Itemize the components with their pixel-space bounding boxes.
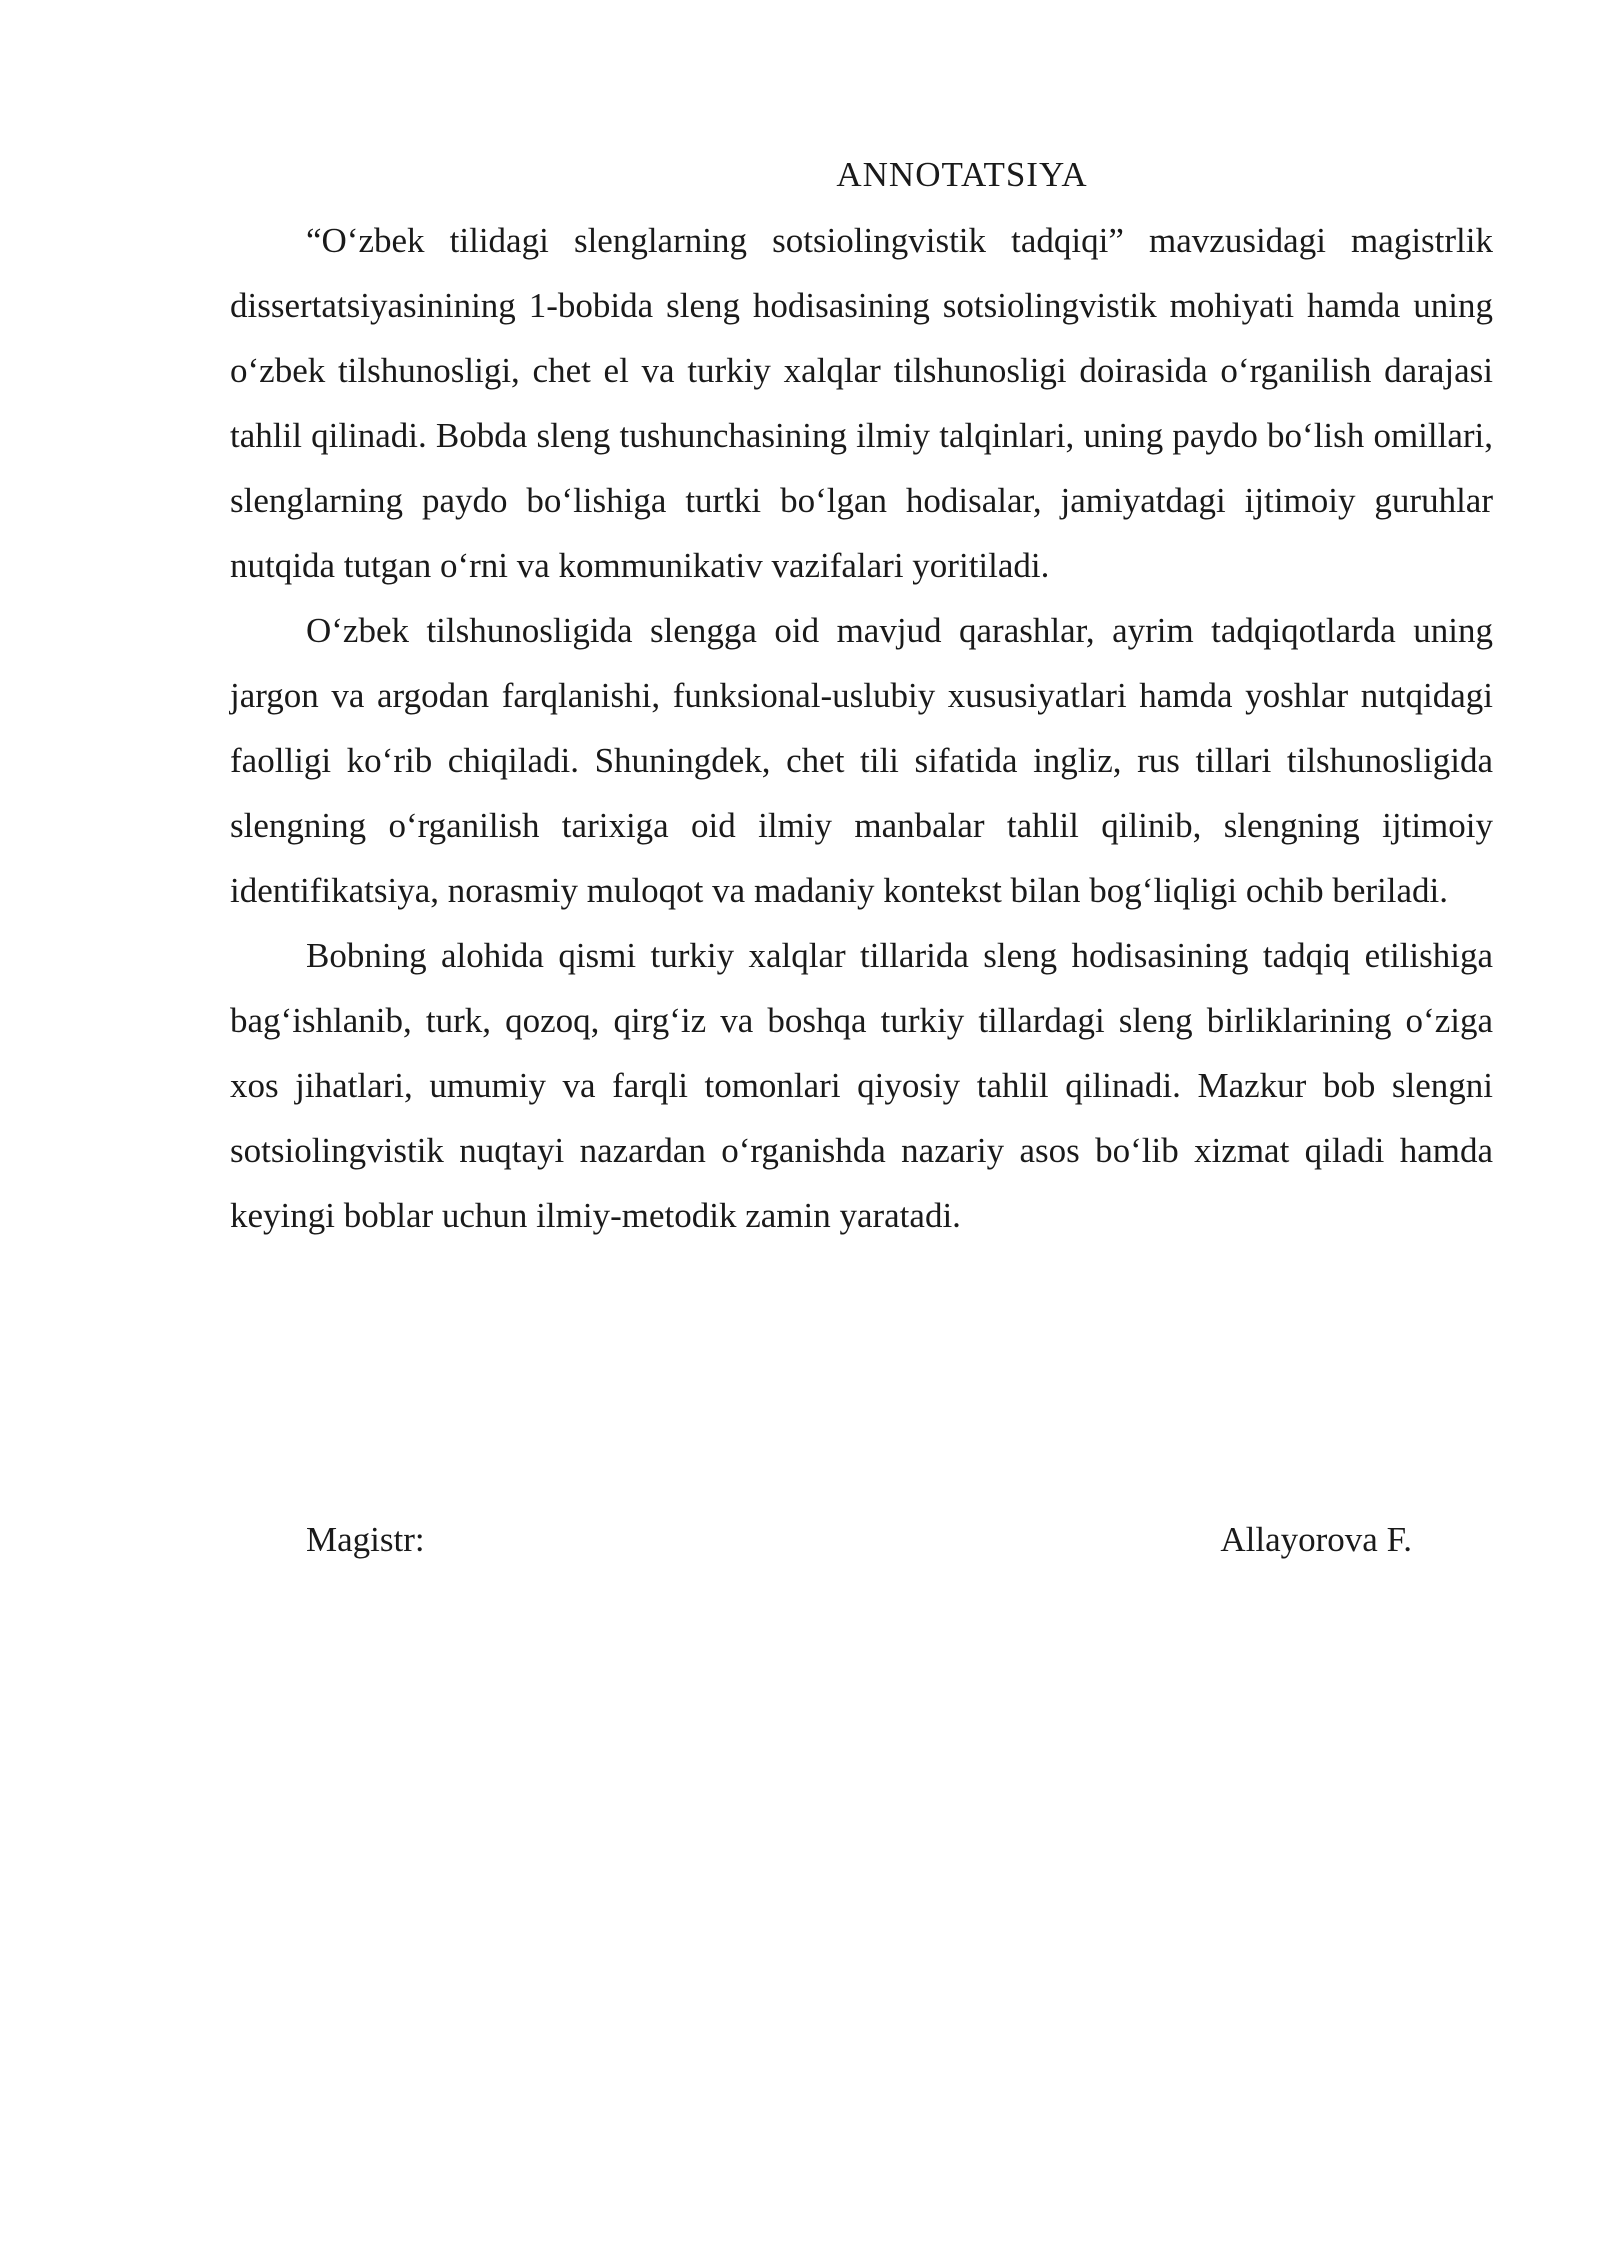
signature-role: Magistr: [306, 1520, 425, 1559]
paragraph-topic-overview: “O‘zbek tilidagi slenglarning sotsiolingvistik tadqiqi” mavzusidagi magistrlik dissertatsiyasinining 1-bobida sleng hodisasining sotsiolingvistik mohiyati hamda uning o‘zbek tilshunosligi, chet el va turkiy xalqlar tilshunosligi doirasida o‘rganilish darajasi tahlil qilinadi. Bobda sleng tushunchasining ilmiy talqinlari, uning paydo bo‘lish omillari, slenglarning paydo bo‘lishiga turtki bo‘lgan hodisalar, jamiyatdagi ijtimoiy guruhlar nutqida tutgan o‘rni va kommunikativ vazifalari yoritiladi. [230, 221, 1493, 585]
document-title: ANNOTATSIYA [836, 155, 1088, 194]
annotation-body [230, 208, 1493, 1248]
paragraph-uzbek-linguistics: O‘zbek tilshunosligida slengga oid mavjud qarashlar, ayrim tadqiqotlarda uning jargon va argodan farqlanishi, funksional-uslubiy xususiyatlari hamda yoshlar nutqidagi faolligi ko‘rib chiqiladi. Shuningdek, chet tili sifatida ingliz, rus tillari tilshunosligida slengning o‘rganilish tarixiga oid ilmiy manbalar tahlil qilinib, slengning ijtimoiy identifikatsiya, norasmiy muloqot va madaniy kontekst bilan bog‘liqligi ochib beriladi. [230, 611, 1493, 910]
signature-block [306, 1515, 1412, 1565]
paragraph-turkic-languages: Bobning alohida qismi turkiy xalqlar tillarida sleng hodisasining tadqiq etilishiga bag‘ishlanib, turk, qozoq, qirg‘iz va boshqa turkiy tillardagi sleng birliklarining o‘ziga xos jihatlari, umumiy va farqli tomonlari qiyosiy tahlil qilinadi. Mazkur bob slengni sotsiolingvistik nuqtayi nazardan o‘rganishda nazariy asos bo‘lib xizmat qiladi hamda keyingi boblar uchun ilmiy-metodik zamin yaratadi. [230, 936, 1493, 1235]
signature-name: Allayorova F. [1220, 1520, 1412, 1559]
